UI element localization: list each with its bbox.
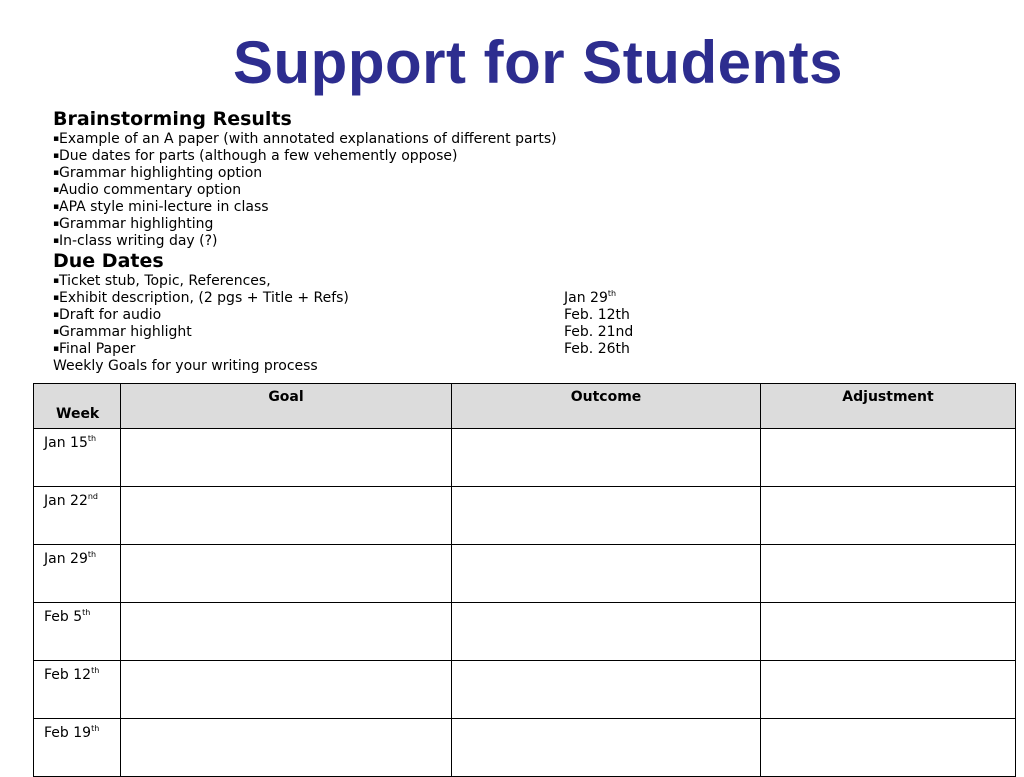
brainstorm-item-text: In-class writing day (?): [59, 233, 218, 249]
bullet-icon: ▪: [53, 344, 60, 354]
header-outcome-label: Outcome: [570, 389, 642, 405]
week-date: Jan 29: [44, 551, 88, 567]
bullet-icon: ▪: [53, 202, 60, 212]
bullet-icon: ▪: [53, 151, 60, 161]
week-date: Jan 22: [44, 493, 88, 509]
adjustment-cell[interactable]: [761, 603, 1016, 661]
table-header-row: [34, 384, 1016, 429]
header-goal-label: Goal: [268, 389, 304, 405]
header-adjustment: [761, 384, 1016, 429]
week-label: [34, 429, 120, 451]
bullet-icon: ▪: [53, 168, 60, 178]
due-date-item-text: Final Paper: [59, 341, 136, 357]
header-goal: [121, 384, 452, 429]
due-date-item-text: Exhibit description, (2 pgs + Title + Refs): [59, 290, 349, 306]
brainstorm-item: [53, 199, 1013, 216]
goal-cell[interactable]: [121, 429, 452, 487]
due-date-item: [53, 273, 1013, 290]
outcome-cell[interactable]: [452, 661, 761, 719]
header-outcome: [452, 384, 761, 429]
content-area: [53, 108, 1013, 375]
due-date-item: [53, 341, 1013, 358]
adjustment-cell[interactable]: [761, 661, 1016, 719]
outcome-cell[interactable]: [452, 429, 761, 487]
week-cell: [34, 487, 121, 545]
outcome-cell[interactable]: [452, 603, 761, 661]
week-suffix: th: [87, 550, 97, 559]
due-date-item: [53, 307, 1013, 324]
brainstorm-item: [53, 216, 1013, 233]
table-row: [34, 661, 1016, 719]
week-suffix: nd: [87, 492, 99, 501]
brainstorm-item-text: Grammar highlighting: [59, 216, 214, 232]
goal-cell[interactable]: [121, 603, 452, 661]
table-row: [34, 429, 1016, 487]
week-label: [34, 719, 120, 741]
bullet-icon: ▪: [53, 310, 60, 320]
brainstorming-list: [53, 131, 1013, 250]
brainstorm-item-text: Grammar highlighting option: [59, 165, 263, 181]
adjustment-cell[interactable]: [761, 429, 1016, 487]
outcome-cell[interactable]: [452, 545, 761, 603]
week-label: [34, 661, 120, 683]
bullet-icon: ▪: [53, 276, 60, 286]
week-cell: [34, 603, 121, 661]
due-date-value: [564, 341, 630, 358]
due-date-item-text: Draft for audio: [59, 307, 162, 323]
brainstorm-item-text: APA style mini-lecture in class: [59, 199, 269, 215]
table-row: [34, 603, 1016, 661]
week-date: Feb 12: [44, 667, 92, 683]
due-date-item-text: Grammar highlight: [59, 324, 192, 340]
week-date: Feb 19: [44, 725, 92, 741]
week-cell: [34, 661, 121, 719]
goal-cell[interactable]: [121, 661, 452, 719]
header-week-label: Week: [56, 406, 100, 422]
due-date-item-text: Ticket stub, Topic, References,: [59, 273, 271, 289]
week-label: [34, 487, 120, 509]
goal-cell[interactable]: [121, 487, 452, 545]
week-cell: [34, 429, 121, 487]
week-suffix: th: [91, 724, 100, 733]
week-suffix: th: [87, 434, 97, 443]
due-date-suffix: th: [607, 289, 617, 298]
weekly-goals-table: [33, 383, 1016, 777]
due-dates-list: [53, 273, 1013, 358]
due-date-item: [53, 324, 1013, 341]
week-date: Feb 5: [44, 609, 83, 625]
bullet-icon: ▪: [53, 327, 60, 337]
due-dates-heading: Due Dates: [53, 250, 164, 272]
brainstorm-item-text: Audio commentary option: [59, 182, 242, 198]
due-date-date: Jan 29: [564, 290, 608, 306]
week-cell: [34, 545, 121, 603]
brainstorm-item: [53, 131, 1013, 148]
bullet-icon: ▪: [53, 236, 60, 246]
brainstorming-heading: Brainstorming Results: [53, 108, 292, 130]
weekly-goals-label: Weekly Goals for your writing process: [53, 358, 318, 374]
adjustment-cell[interactable]: [761, 487, 1016, 545]
bullet-icon: ▪: [53, 219, 60, 229]
week-label: [34, 545, 120, 567]
page-title: Support for Students: [233, 29, 843, 96]
bullet-icon: ▪: [53, 134, 60, 144]
brainstorm-item-text: Example of an A paper (with annotated explanations of different parts): [59, 131, 557, 147]
header-week: [34, 384, 121, 429]
brainstorm-item: [53, 165, 1013, 182]
week-label: [34, 603, 120, 625]
week-date: Jan 15: [44, 435, 88, 451]
brainstorm-item: [53, 182, 1013, 199]
due-date-item: [53, 290, 1013, 307]
outcome-cell[interactable]: [452, 487, 761, 545]
brainstorm-item: [53, 233, 1013, 250]
due-date-value: [564, 290, 616, 307]
due-date-date: Feb. 21nd: [564, 324, 634, 340]
adjustment-cell[interactable]: [761, 545, 1016, 603]
header-adjustment-label: Adjustment: [842, 389, 934, 405]
week-suffix: th: [82, 608, 91, 617]
brainstorm-item-text: Due dates for parts (although a few vehemently oppose): [59, 148, 458, 164]
due-date-value: [564, 307, 630, 324]
table-row: [34, 545, 1016, 603]
due-date-value: [564, 324, 633, 341]
table-row: [34, 487, 1016, 545]
bullet-icon: ▪: [53, 293, 60, 303]
brainstorm-item: [53, 148, 1013, 165]
bullet-icon: ▪: [53, 185, 60, 195]
goal-cell[interactable]: [121, 545, 452, 603]
week-suffix: th: [91, 666, 100, 675]
due-date-date: Feb. 12th: [564, 307, 630, 323]
due-date-date: Feb. 26th: [564, 341, 630, 357]
